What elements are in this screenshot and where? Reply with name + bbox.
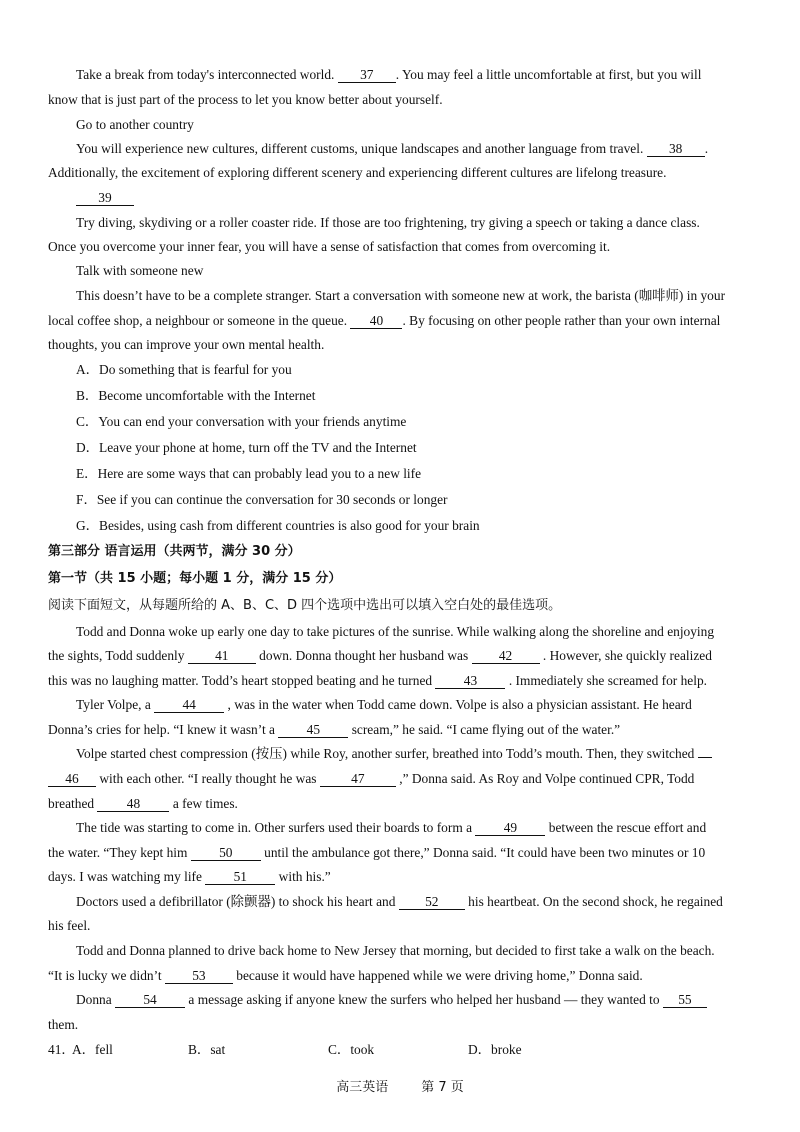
cloze-line: Donna 54 a message asking if anyone knew the surfers who helped her husband — they wanted to 55 xyxy=(76,991,752,1009)
cloze-line: Doctors used a defibrillator (除颤器) to shock his heart and 52 his heartbeat. On the second shock, he regained xyxy=(76,894,723,909)
cloze-line: Donna’s cries for help. “I knew it wasn’t a 45 scream,” he said. “I came flying out of the water.” xyxy=(48,722,621,737)
subheading-talk-new: Talk with someone new xyxy=(76,263,204,278)
blank-42: 42 xyxy=(472,648,540,664)
subheading-go-abroad: Go to another country xyxy=(76,117,194,132)
option-e: E．Here are some ways that can probably lead you to a new life xyxy=(76,466,422,481)
blank-40: 40 xyxy=(350,313,402,329)
blank-48: 48 xyxy=(97,796,169,812)
section-heading-part3: 第三部分 语言运用（共两节，满分 30 分） xyxy=(48,544,301,559)
cloze-line: them. xyxy=(48,1017,79,1032)
cloze-line: the sights, Todd suddenly 41 down. Donna thought her husband was 42 . However, she quickly realized xyxy=(48,648,712,663)
cloze-line: Todd and Donna woke up early one day to take pictures of the sunrise. While walking along the shoreline and enjoying xyxy=(76,624,715,639)
option-a: A．Do something that is fearful for you xyxy=(76,362,292,377)
blank-39: 39 xyxy=(76,190,134,206)
cloze-line: “It is lucky we didn’t 53 because it would have happened while we were driving home,” Donna said. xyxy=(48,968,643,983)
option-g: G．Besides, using cash from different countries is also good for your brain xyxy=(76,518,480,533)
paragraph-line: local coffee shop, a neighbour or someone in the queue. 40 . By focusing on other people rather than your own internal xyxy=(48,313,721,328)
paragraph-line: thoughts, you can improve your own mental health. xyxy=(48,337,325,352)
cloze-line: this was no laughing matter. Todd’s heart stopped beating and he turned 43 . Immediately she screamed for help. xyxy=(48,673,707,688)
cloze-line: 46 with each other. “I really thought he was 47 ,” Donna said. As Roy and Volpe continued CPR, Todd xyxy=(48,770,752,788)
cloze-line: his feel. xyxy=(48,918,91,933)
paragraph-line: Take a break from today's interconnected world. 37 . You may feel a little uncomfortable at first, but you will xyxy=(76,67,702,82)
blank-52: 52 xyxy=(399,894,465,910)
blank-37: 37 xyxy=(338,67,396,83)
blank-45: 45 xyxy=(278,722,348,738)
section-heading-sec1: 第一节（共 15 小题；每小题 1 分，满分 15 分） xyxy=(48,571,342,586)
choice-a: A．fell xyxy=(72,1042,113,1057)
question-number: 41． xyxy=(48,1042,75,1057)
blank-47: 47 xyxy=(320,771,396,787)
page-footer xyxy=(0,1076,800,1095)
blank-54: 54 xyxy=(115,992,185,1008)
paragraph-line: You will experience new cultures, different customs, unique landscapes and another language from travel. 38 . xyxy=(76,141,709,156)
blank-41: 41 xyxy=(188,648,256,664)
paragraph-line: This doesn’t have to be a complete stranger. Start a conversation with someone new at work, the barista (咖啡师) in your xyxy=(76,288,726,303)
paragraph-line: Additionally, the excitement of exploring different scenery and experiencing different cultures are lifelong treasure. xyxy=(48,165,667,180)
option-b: B．Become uncomfortable with the Internet xyxy=(76,388,316,403)
blank-53: 53 xyxy=(165,968,233,984)
blank-38: 38 xyxy=(647,141,705,157)
paragraph-line xyxy=(76,189,752,207)
blank-43: 43 xyxy=(435,673,505,689)
footer-subject: 高三英语 xyxy=(336,1080,389,1095)
option-d: D．Leave your phone at home, turn off the TV and the Internet xyxy=(76,440,417,455)
blank-44: 44 xyxy=(154,697,224,713)
cloze-line: Volpe started chest compression (按压) while Roy, another surfer, breathed into Todd’s mouth. Then, they switched xyxy=(76,745,752,763)
cloze-line: breathed 48 a few times. xyxy=(48,796,238,811)
blank-49: 49 xyxy=(475,820,545,836)
cloze-line: The tide was starting to come in. Other surfers used their boards to form a 49 between the rescue effort and xyxy=(76,820,707,835)
footer-page-number: 第 7 页 xyxy=(421,1080,464,1095)
cloze-line: Todd and Donna planned to drive back home to New Jersey that morning, but decided to first take a walk on the beach. xyxy=(76,943,715,958)
cloze-line: days. I was watching my life 51 with his.” xyxy=(48,869,331,884)
blank-46-start xyxy=(698,757,712,758)
option-c: C．You can end your conversation with your friends anytime xyxy=(76,414,407,429)
blank-46: 46 xyxy=(48,771,96,787)
choice-d: D．broke xyxy=(468,1042,522,1057)
blank-55: 55 xyxy=(663,992,707,1008)
blank-51: 51 xyxy=(205,869,275,885)
paragraph-line: know that is just part of the process to let you know better about yourself. xyxy=(48,92,443,107)
question-41 xyxy=(48,1041,752,1059)
cloze-line: Tyler Volpe, a 44 , was in the water when Todd came down. Volpe is also a physician assistant. He heard xyxy=(76,697,692,712)
instructions: 阅读下面短文，从每题所给的 A、B、C、D 四个选项中选出可以填入空白处的最佳选项。 xyxy=(48,598,562,613)
blank-50: 50 xyxy=(191,845,261,861)
paragraph-line: Try diving, skydiving or a roller coaster ride. If those are too frightening, try giving a speech or taking a dance class. xyxy=(76,215,700,230)
paragraph-line: Once you overcome your inner fear, you will have a sense of satisfaction that comes from overcoming it. xyxy=(48,239,611,254)
choice-b: B．sat xyxy=(188,1042,226,1057)
choice-c: C．took xyxy=(328,1042,375,1057)
option-f: F．See if you can continue the conversation for 30 seconds or longer xyxy=(76,492,448,507)
cloze-line: the water. “They kept him 50 until the ambulance got there,” Donna said. “It could have been two minutes or 10 xyxy=(48,845,706,860)
